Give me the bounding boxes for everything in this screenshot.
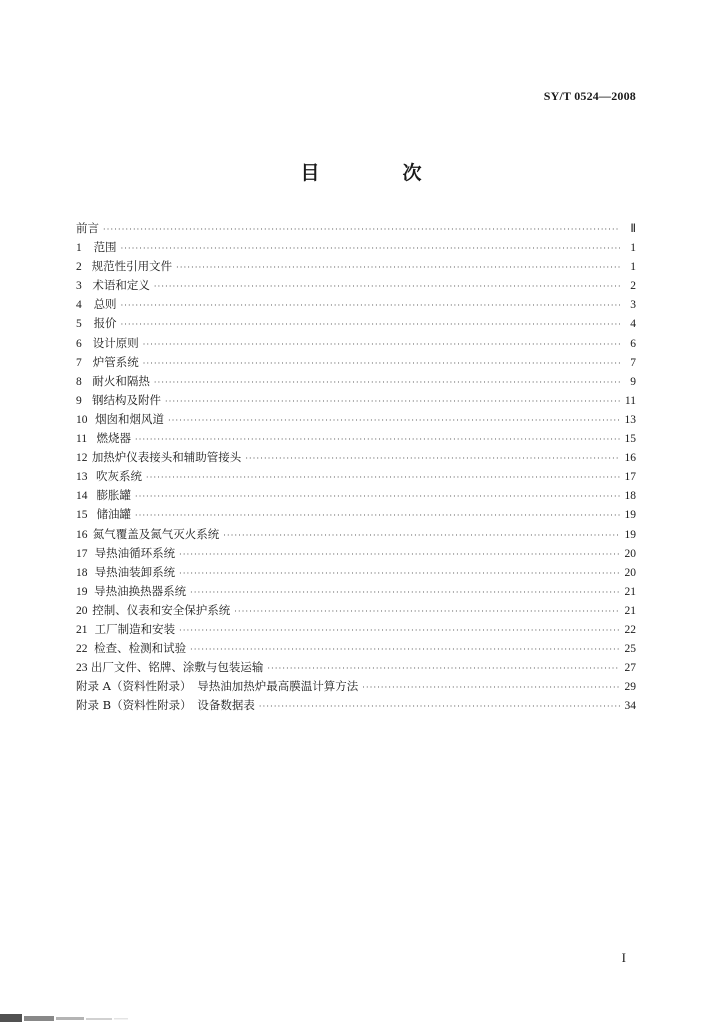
toc-entry-page: 19 — [624, 528, 636, 541]
toc-entry[interactable] — [76, 544, 636, 563]
toc-entry-number: 23 — [76, 662, 88, 675]
toc-entry-title: 设计原则 — [92, 335, 139, 350]
toc-entry-page: 20 — [624, 547, 636, 560]
dot-leader — [135, 487, 620, 506]
toc-entry[interactable] — [76, 639, 636, 658]
toc-entry-title: 膨胀罐 — [96, 488, 131, 503]
toc-entry-page: 27 — [624, 662, 636, 675]
toc-entry-title: 控制、仪表和安全保护系统 — [92, 602, 231, 617]
toc-entry-number: 13 — [76, 471, 88, 484]
toc-entry-title: 炉管系统 — [92, 354, 139, 369]
toc-entry[interactable] — [76, 372, 636, 391]
toc-entry-page: 11 — [624, 394, 636, 407]
toc-entry-page: 21 — [624, 585, 636, 598]
toc-entry-title: 报价 — [93, 316, 117, 331]
toc-entry[interactable] — [76, 696, 636, 715]
toc-entry-page: 1 — [630, 261, 636, 274]
toc-entry[interactable] — [76, 353, 636, 372]
toc-entry[interactable] — [76, 620, 636, 639]
toc-entry-page: 3 — [630, 299, 636, 312]
toc-entry-page: 13 — [624, 413, 636, 426]
dot-leader — [362, 678, 620, 697]
toc-entry-page: Ⅱ — [630, 223, 636, 235]
dot-leader — [176, 258, 620, 277]
toc-entry-number: 22 — [76, 643, 88, 656]
toc-entry-title: 检查、检测和试验 — [94, 641, 187, 656]
toc-entry-number: 11 — [76, 433, 88, 446]
toc-entry[interactable] — [76, 525, 636, 544]
toc-entry-title: 附录 A（资料性附录） 导热油加热炉最高膜温计算方法 — [76, 679, 359, 694]
toc-entry[interactable] — [76, 238, 636, 257]
toc-entry[interactable] — [76, 505, 636, 524]
toc-entry-number: 12 — [76, 452, 88, 465]
page-number: I — [621, 950, 626, 965]
toc-entry-page: 19 — [624, 509, 636, 522]
dot-leader — [179, 545, 620, 564]
toc-entry-page: 21 — [624, 604, 636, 617]
toc-entry-title: 附录 B（资料性附录） 设备数据表 — [76, 698, 255, 713]
dot-leader — [179, 621, 620, 640]
toc-entry-title: 出厂文件、铭牌、涂敷与包装运输 — [90, 660, 264, 675]
toc-entry-page: 17 — [624, 471, 636, 484]
toc-entry[interactable] — [76, 582, 636, 601]
toc-entry-number: 5 — [76, 318, 82, 331]
toc-entry[interactable] — [76, 601, 636, 620]
table-of-contents — [76, 219, 636, 715]
toc-entry-title: 术语和定义 — [92, 278, 150, 293]
toc-entry-title: 吹灰系统 — [96, 469, 142, 484]
toc-entry[interactable] — [76, 467, 636, 486]
dot-leader — [168, 411, 620, 430]
toc-entry-number: 3 — [76, 280, 82, 293]
toc-entry[interactable] — [76, 677, 636, 696]
scan-artifact — [0, 1010, 130, 1024]
toc-entry-number: 10 — [76, 413, 88, 426]
toc-entry-title: 范围 — [93, 240, 117, 255]
toc-entry-number: 14 — [76, 490, 88, 503]
toc-entry-page: 6 — [630, 337, 636, 350]
toc-entry[interactable] — [76, 448, 636, 467]
dot-leader — [234, 602, 620, 621]
toc-entry[interactable] — [76, 219, 636, 238]
dot-leader — [154, 277, 620, 296]
toc-entry[interactable] — [76, 276, 636, 295]
toc-entry[interactable] — [76, 486, 636, 505]
toc-entry-page: 2 — [630, 280, 636, 293]
toc-entry[interactable] — [76, 391, 636, 410]
dot-leader — [190, 583, 620, 602]
toc-entry-number: 4 — [76, 299, 82, 312]
toc-entry-number: 16 — [76, 528, 88, 541]
toc-entry-title: 储油罐 — [96, 507, 131, 522]
toc-entry-page: 15 — [624, 433, 636, 446]
toc-entry-title: 导热油装卸系统 — [94, 564, 176, 579]
dot-leader — [143, 335, 620, 354]
toc-entry-page: 25 — [624, 643, 636, 656]
toc-entry-title: 导热油换热器系统 — [94, 583, 187, 598]
toc-entry-page: 16 — [624, 452, 636, 465]
dot-leader — [103, 220, 620, 239]
toc-entry-page: 34 — [624, 700, 636, 713]
dot-leader — [179, 564, 620, 583]
toc-entry-page: 1 — [630, 242, 636, 255]
dot-leader — [259, 697, 620, 716]
toc-entry-number: 18 — [76, 566, 88, 579]
toc-entry-number: 2 — [76, 261, 82, 274]
toc-entry-title: 耐火和隔热 — [92, 373, 150, 388]
toc-entry-page: 18 — [624, 490, 636, 503]
toc-entry-page: 29 — [624, 681, 636, 694]
dot-leader — [267, 659, 620, 678]
toc-entry-page: 7 — [630, 356, 636, 369]
dot-leader — [165, 392, 620, 411]
toc-entry[interactable] — [76, 295, 636, 314]
toc-entry-number: 17 — [76, 547, 88, 560]
toc-entry-page: 4 — [630, 318, 636, 331]
dot-leader — [245, 449, 620, 468]
toc-entry-title: 烟囱和烟风道 — [95, 411, 165, 426]
dot-leader — [121, 239, 620, 258]
toc-entry[interactable] — [76, 429, 636, 448]
toc-entry[interactable] — [76, 314, 636, 333]
toc-entry[interactable] — [76, 658, 636, 677]
dot-leader — [146, 468, 620, 487]
standard-code: SY/T 0524—2008 — [543, 89, 636, 103]
page-title: 目 次 — [300, 162, 454, 184]
toc-entry-title: 加热炉仪表接头和辅助管接头 — [91, 450, 242, 465]
toc-entry-number: 6 — [76, 337, 82, 350]
toc-entry-title: 前言 — [76, 221, 99, 235]
toc-entry-number: 19 — [76, 585, 88, 598]
dot-leader — [154, 373, 620, 392]
toc-entry-number: 7 — [76, 356, 82, 369]
toc-entry-page: 9 — [630, 375, 636, 388]
toc-entry-title: 钢结构及附件 — [92, 392, 161, 407]
toc-entry-number: 9 — [76, 394, 82, 407]
toc-entry-page: 20 — [624, 566, 636, 579]
toc-entry-number: 15 — [76, 509, 88, 522]
toc-entry-title: 氮气覆盖及氮气灭火系统 — [92, 526, 220, 541]
toc-entry[interactable] — [76, 563, 636, 582]
toc-entry-number: 8 — [76, 375, 82, 388]
toc-entry-number: 20 — [76, 604, 88, 617]
dot-leader — [135, 430, 620, 449]
dot-leader — [121, 296, 620, 315]
dot-leader — [223, 526, 620, 545]
toc-entry-number: 1 — [76, 242, 82, 255]
toc-entry-page: 22 — [624, 623, 636, 636]
toc-entry-title: 规范性引用文件 — [91, 259, 173, 274]
toc-entry[interactable] — [76, 410, 636, 429]
toc-entry[interactable] — [76, 257, 636, 276]
dot-leader — [121, 315, 620, 334]
dot-leader — [135, 506, 620, 525]
toc-entry-title: 燃烧器 — [96, 431, 131, 446]
toc-entry-title: 总则 — [93, 297, 117, 312]
toc-entry-number: 21 — [76, 623, 88, 636]
toc-entry-title: 工厂制造和安装 — [94, 621, 176, 636]
toc-entry-title: 导热油循环系统 — [94, 545, 176, 560]
dot-leader — [143, 354, 620, 373]
toc-entry[interactable] — [76, 334, 636, 353]
dot-leader — [190, 640, 620, 659]
